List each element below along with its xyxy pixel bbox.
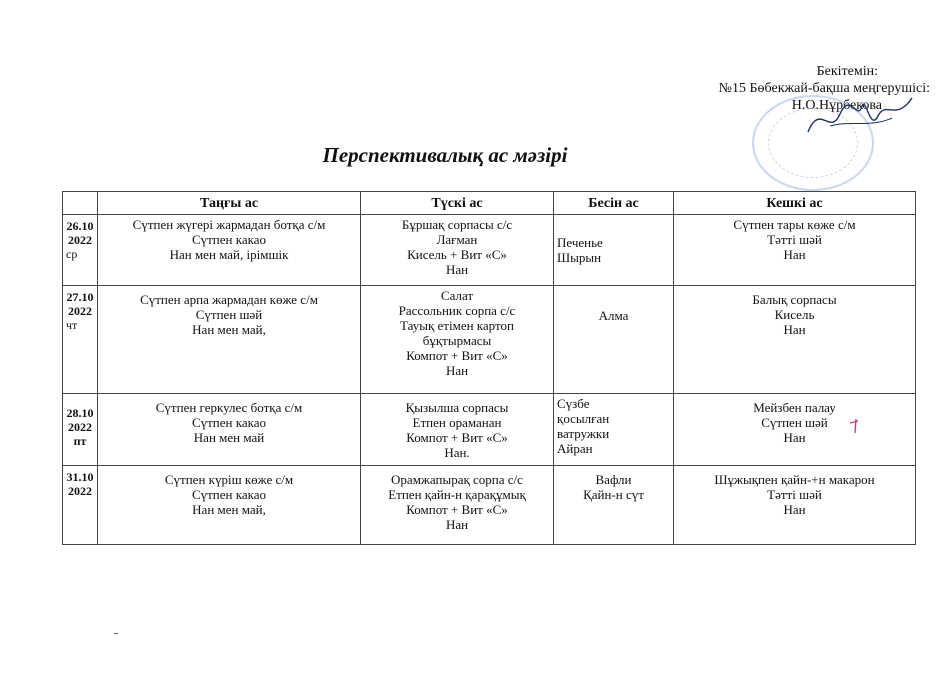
page-title: Перспективалық ас мәзірі (322, 143, 568, 167)
day-cell (63, 286, 98, 394)
menu-item: Қайн-н сүт (583, 487, 644, 502)
menu-item: Сүтпен арпа жармадан көже с/м (140, 292, 318, 307)
snack-cell (554, 215, 674, 286)
menu-item: Етпен қайн-н қарақұмық (388, 487, 526, 502)
approval-position: №15 Бөбекжай-бақша меңгерушісі: (718, 81, 930, 96)
menu-item: Нан (445, 363, 469, 378)
menu-item: Нан мен май, ірімшік (169, 247, 289, 262)
day-cell (63, 466, 98, 545)
menu-item: Сүтпен күріш көже с/м (164, 472, 294, 487)
menu-item: Балық сорпасы (752, 292, 837, 307)
lunch-cell (361, 466, 554, 545)
menu-item: Нан (783, 430, 806, 445)
menu-item: Мейзбен палау (753, 400, 836, 415)
menu-item: Сүтпен шәй (761, 415, 828, 430)
header-empty (63, 192, 98, 215)
menu-item: Кисель + Вит «С» (407, 247, 507, 262)
dinner-cell (674, 394, 916, 466)
menu-item: Нан (445, 517, 469, 532)
menu-item: Қызылша сорпасы (405, 400, 509, 415)
menu-item: Сүтпен какао (191, 487, 267, 502)
menu-item: Сүтпен шәй (195, 307, 263, 322)
menu-item: Етпен ораманан (412, 415, 502, 430)
menu-item: Нан. (444, 445, 470, 460)
menu-item: Компот + Вит «С» (406, 348, 508, 363)
approval-label: Бекітемін: (816, 64, 878, 79)
menu-item: Нан мен май (193, 430, 265, 445)
menu-item: Лағман (436, 232, 478, 247)
day-weekday: пт (73, 434, 87, 448)
dinner-cell (674, 466, 916, 545)
table-row (63, 394, 916, 466)
breakfast-cell (98, 466, 361, 545)
menu-item: Тәтті шәй (767, 232, 822, 247)
day-date: 31.10 2022 (66, 470, 94, 498)
menu-item: Нан (783, 322, 806, 337)
breakfast-cell (98, 286, 361, 394)
table-row (63, 466, 916, 545)
header-dinner: Кешкі ас (674, 192, 916, 215)
menu-item: Бұршақ сорпасы с/с (401, 217, 513, 232)
menu-item: Нан мен май, (192, 502, 266, 517)
header-snack: Бесін ас (554, 192, 674, 215)
menu-item: Салат (440, 288, 474, 303)
dinner-cell (674, 286, 916, 394)
approval-name: Н.О.Нұрбекова (791, 98, 882, 113)
menu-item: Сүтпен геркулес ботқа с/м (155, 400, 303, 415)
lunch-cell (361, 286, 554, 394)
menu-item: Кисель (774, 307, 815, 322)
menu-item: Нан (783, 247, 806, 262)
menu-item: Тауық етімен картоп (400, 318, 514, 333)
menu-item: бұқтырмасы (422, 333, 492, 348)
menu-table (62, 191, 916, 545)
menu-item: Сүтпен какао (191, 232, 267, 247)
day-cell (63, 215, 98, 286)
breakfast-cell (98, 215, 361, 286)
menu-item: Вафли (595, 472, 632, 487)
menu-item: Шұжықпен қайн-+н макарон (714, 472, 875, 487)
day-weekday: ср (66, 247, 78, 261)
table-row (63, 286, 916, 394)
page-dash (114, 633, 118, 634)
header-lunch: Түскі ас (361, 192, 554, 215)
menu-item: Компот + Вит «С» (406, 430, 508, 445)
menu-item: Орамжапырақ сорпа с/с (391, 472, 523, 487)
snack-cell (554, 394, 674, 466)
menu-item: Шырын (557, 250, 602, 265)
lunch-cell (361, 394, 554, 466)
menu-item: ватружки (557, 426, 610, 441)
table-row (63, 215, 916, 286)
menu-item: Айран (557, 441, 593, 456)
lunch-cell (361, 215, 554, 286)
menu-item: Сүзбе (557, 396, 590, 411)
menu-item: Алма (598, 308, 629, 323)
menu-item: Нан (783, 502, 806, 517)
menu-item: Нан (445, 262, 469, 277)
day-cell (63, 394, 98, 466)
day-date: 26.10 2022 (66, 219, 94, 247)
header-breakfast: Таңғы ас (98, 192, 361, 215)
ink-mark-icon (846, 417, 866, 437)
menu-item: Нан мен май, (192, 322, 266, 337)
menu-item: Сүтпен жүгері жармадан ботқа с/м (132, 217, 326, 232)
day-weekday: чт (66, 318, 78, 332)
snack-cell (554, 466, 674, 545)
menu-item: Сүтпен тары көже с/м (733, 217, 856, 232)
menu-item: Тәтті шәй (767, 487, 822, 502)
menu-item: Печенье (557, 235, 603, 250)
breakfast-cell (98, 394, 361, 466)
menu-item: қосылған (557, 411, 610, 426)
dinner-cell (674, 215, 916, 286)
table-header-row (63, 192, 916, 215)
menu-item: Рассольник сорпа с/с (398, 303, 516, 318)
menu-item: Сүтпен какао (191, 415, 267, 430)
day-date: 27.10 2022 (66, 290, 94, 318)
menu-item: Компот + Вит «С» (406, 502, 508, 517)
snack-cell (554, 286, 674, 394)
day-date: 28.10 2022 (66, 406, 94, 434)
